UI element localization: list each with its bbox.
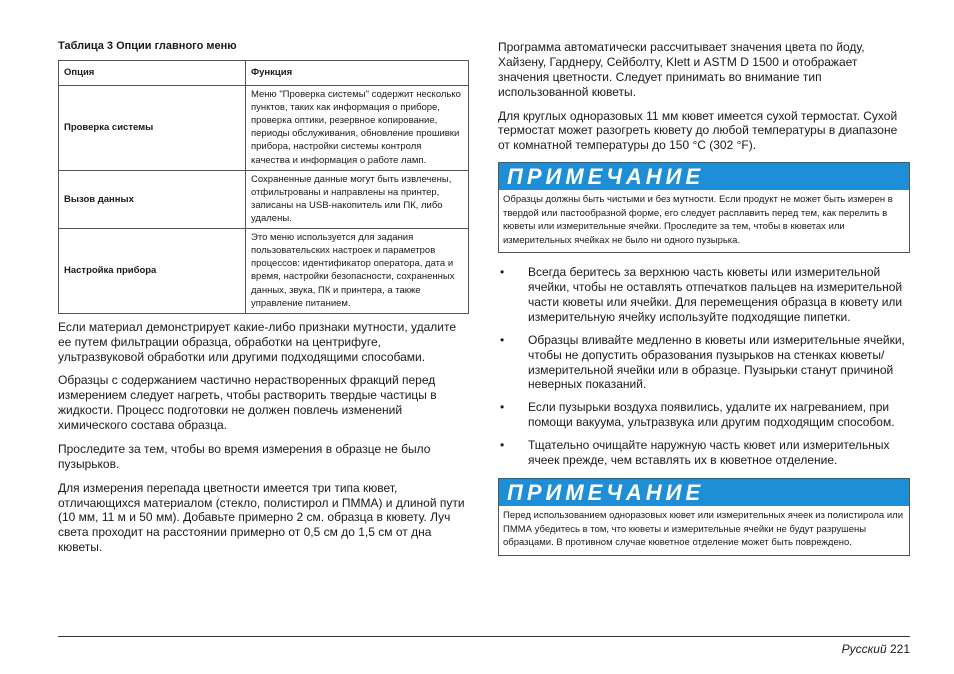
paragraph: Образцы с содержанием частично нерастворенных фракций перед измерением следует нагреть, чтобы растворить твердые частицы в жидкости. Процесс подготовки не должен повлечь изменений химического состава образца. xyxy=(58,373,437,432)
left-text-block xyxy=(58,320,470,555)
table-header-function: Функция xyxy=(246,61,469,86)
table-cell-function: Сохраненные данные могут быть извлечены, отфильтрованы и направлены на принтер, записаны на USB-накопитель или ПК, либо удалены. xyxy=(246,170,469,228)
footer-language: Русский xyxy=(841,642,887,656)
note-text: Перед использованием одноразовых кювет или измерительных ячеек из полистирола или ПММА убедитесь в том, что кюветы и измерительные ячейки не будут разрушены образцами. В противном случае кюветное отделение может быть повреждено. xyxy=(503,510,904,549)
table-caption: Таблица 3 Опции главного меню xyxy=(58,40,237,52)
table-row xyxy=(59,86,469,171)
bullet-icon: • xyxy=(500,438,505,453)
bullet-icon: • xyxy=(500,265,505,280)
table-row xyxy=(59,170,469,228)
main-menu-options-table xyxy=(58,60,469,314)
note-box xyxy=(498,162,910,253)
paragraph: Проследите за тем, чтобы во время измерения в образце не было пузырьков. xyxy=(58,441,431,471)
list-item xyxy=(498,333,910,393)
paragraph: Программа автоматически рассчитывает значения цвета по йоду, Хайзену, Гарднеру, Сейболту, Klett и ASTM D 1500 и отображает значения цветности. Следует принимать во внимание тип использованной кюветы. xyxy=(498,40,865,99)
table-row xyxy=(59,229,469,314)
list-item xyxy=(498,265,910,325)
table-header-row xyxy=(59,61,469,86)
note-title: ПРИМЕЧАНИЕ xyxy=(499,479,909,506)
paragraph: Если материал демонстрирует какие-либо признаки мутности, удалите ее путем фильтрации образца, обработки на центрифуге, ультразвуковой обработки или другими подходящими способами. xyxy=(58,319,457,364)
footer-divider xyxy=(58,636,910,637)
left-column xyxy=(58,40,470,564)
table-cell-option: Вызов данных xyxy=(59,170,246,228)
list-item-text: Тщательно очищайте наружную часть кювет или измерительных ячеек прежде, чем вставлять их в кюветное отделение. xyxy=(528,438,890,467)
bullet-icon: • xyxy=(500,332,505,347)
page-number: 221 xyxy=(889,642,910,656)
note-title: ПРИМЕЧАНИЕ xyxy=(499,163,909,190)
note-text: Образцы должны быть чистыми и без мутности. Если продукт не может быть измерен в твердой или пастообразной форме, его следует расплавить перед тем, как перелить в кюветы или измерительные ячейки. Проследите за тем, чтобы в кюветах или измерительных ячейках не было ни одного пузырька. xyxy=(503,194,893,246)
table-cell-option: Настройка прибора xyxy=(59,229,246,314)
bullet-list xyxy=(498,265,910,468)
list-item xyxy=(498,400,910,430)
note-box xyxy=(498,478,910,556)
bullet-icon: • xyxy=(500,400,505,415)
table-cell-function: Это меню используется для задания пользовательских настроек и параметров процессов: идентификатор оператора, дата и время, настройки безопасности, сохраненных данных, звука, ПК и принтера, а также управление питанием. xyxy=(246,229,469,314)
list-item-text: Всегда беритесь за верхнюю часть кюветы или измерительной ячейки, чтобы не оставлять отпечатков пальцев на измерительной части кюветы или ячейки. Для перемещения образца в кювету или измерительную ячейку используйте подходящие пипетки. xyxy=(528,265,903,324)
table-cell-function: Меню "Проверка системы" содержит несколько пунктов, таких как информация о приборе, проверка оптики, резервное копирование, периоды обслуживания, обновление прошивки прибора, настройки системы контроля качества и информация о работе ламп. xyxy=(246,86,469,171)
right-column xyxy=(498,40,910,568)
paragraph: Для круглых одноразовых 11 мм кювет имеется сухой термостат. Сухой термостат может разогреть кювету до любой температуры в диапазоне от комнатной температуры до 150 °C (302 °F). xyxy=(498,108,898,153)
page-footer xyxy=(842,642,910,656)
list-item-text: Если пузырьки воздуха появились, удалите их нагреванием, при помощи вакуума, ультразвука или другим подходящим способом. xyxy=(528,400,895,430)
paragraph: Для измерения перепада цветности имеется три типа кювет, отличающихся материалом (стекло, полистирол и ПММА) и длиной пути (10 мм, 11 м и 50 мм). Добавьте примерно 2 см. образца в кювету. Луч света проходит на расстоянии примерно от 0,5 см до 1,5 см от дна кюветы. xyxy=(58,480,465,555)
table-header-option: Опция xyxy=(59,61,246,86)
list-item-text: Образцы вливайте медленно в кюветы или измерительные ячейки, чтобы не допустить образования пузырьков на стенках кюветы/измерительной ячейки или в образце. Пузырьки станут причиной неверных показаний. xyxy=(528,332,905,392)
table-cell-option: Проверка системы xyxy=(59,86,246,171)
list-item xyxy=(498,438,910,468)
